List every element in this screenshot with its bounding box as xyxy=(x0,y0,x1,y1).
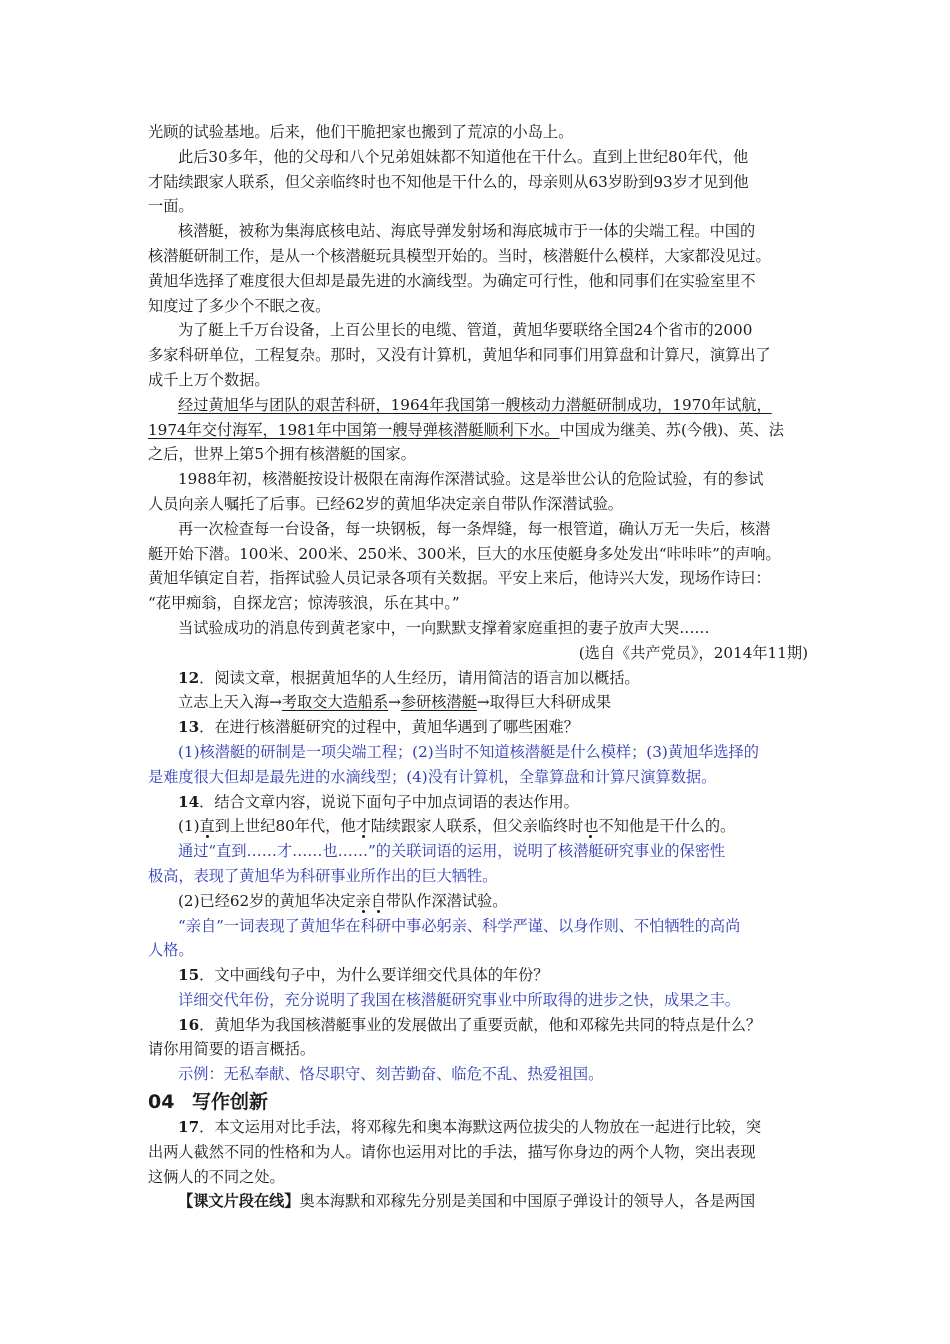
sentence-text: (2)已经62岁的黄旭华决定 xyxy=(178,891,356,910)
dotted-word: 自 xyxy=(370,891,386,910)
question-number: 13 xyxy=(178,718,200,737)
passage-line: 人员向亲人嘱托了后事。已经62岁的黄旭华决定亲自带队作深潜试验。 xyxy=(148,494,623,513)
passage-line: “花甲痴翁，自探龙宫；惊涛骇浪，乐在其中。” xyxy=(148,594,460,613)
sentence-text: 陆续跟家人联系，但父亲临终时 xyxy=(370,817,584,836)
section-number: 04 xyxy=(148,1091,175,1114)
passage-line: 知度过了多少个不眠之夜。 xyxy=(148,296,331,315)
passage-line: 核潜艇研制工作，是从一个核潜艇玩具模型开始的。当时，核潜艇什么模样，大家都没见过。 xyxy=(148,246,771,265)
underlined-sentence: 经过黄旭华与团队的艰苦科研，1964年我国第一艘核动力潜艇研制成功，1970年试航， xyxy=(178,395,772,414)
sentence-text: 不知他是干什么的。 xyxy=(598,817,736,836)
answer-blank: 参研核潜艇 xyxy=(400,693,477,712)
section-heading xyxy=(148,1089,808,1115)
question-text: ．黄旭华为我国核潜艇事业的发展做出了重要贡献，他和邓稼先共同的特点是什么？ xyxy=(199,1015,762,1034)
passage-line: 多家科研单位，工程复杂。那时，又没有计算机，黄旭华和同事们用算盘和计算尺，演算出了 xyxy=(148,346,771,365)
dotted-word: 直 xyxy=(199,817,215,836)
passage-line: 此后30多年，他的父母和八个兄弟姐妹都不知道他在干什么。直到上世纪80年代，他 xyxy=(178,147,749,166)
passage-line: 艇开始下潜。100米、200米、250米、300米，巨大的水压使艇身多处发出“咔咔咔”的声响。 xyxy=(148,544,781,563)
question-text: ．文中画线句子中，为什么要详细交代具体的年份？ xyxy=(199,966,549,985)
answer-text: → xyxy=(388,693,401,712)
document-page xyxy=(148,120,808,1214)
answer-12 xyxy=(148,690,808,715)
answer-blank: 考取交大造船系 xyxy=(281,693,389,712)
passage-line: 1988年初，核潜艇按设计极限在南海作深潜试验。这是举世公认的危险试验，有的参试 xyxy=(178,470,764,489)
passage-line: 核潜艇，被称为集海底核电站、海底导弹发射场和海底城市于一体的尖端工程。中国的 xyxy=(178,222,756,241)
question-number: 16 xyxy=(178,1015,200,1034)
question-17-cont: 出两人截然不同的性格和为人。请你也运用对比的手法，描写你身边的两个人物，突出表现 xyxy=(148,1142,756,1161)
question-15 xyxy=(148,963,808,988)
answer-14-1: 通过“直到……才……也……”的关联词语的运用，说明了核潜艇研究事业的保密性 xyxy=(178,842,726,861)
underlined-sentence: 1974年交付海军，1981年中国第一艘导弹核潜艇顺利下水。 xyxy=(148,420,560,439)
excerpt-tag: 【课文片段在线】 xyxy=(178,1192,300,1211)
passage-line: 当试验成功的消息传到黄老家中，一向默默支撑着家庭重担的妻子放声大哭…… xyxy=(178,618,710,637)
dotted-word: 亲 xyxy=(355,891,371,910)
passage-line: 黄旭华选择了难度很大但却是最先进的水滴线型。为确定可行性，他和同事们在实验室里不 xyxy=(148,271,756,290)
excerpt-line xyxy=(148,1189,808,1214)
question-number: 12 xyxy=(178,668,200,687)
question-14-sentence-1 xyxy=(148,814,808,839)
passage-line: 为了艇上千万台设备，上百公里长的电缆、管道，黄旭华要联络全国24个省市的2000 xyxy=(178,321,753,340)
question-14-sentence-2 xyxy=(148,889,808,914)
question-16-cont: 请你用简要的语言概括。 xyxy=(148,1040,316,1059)
question-16 xyxy=(148,1013,808,1038)
question-text: ．结合文章内容，说说下面句子中加点词语的表达作用。 xyxy=(199,792,579,811)
passage-line xyxy=(148,418,808,443)
question-17 xyxy=(148,1115,808,1140)
question-text: ．阅读文章，根据黄旭华的人生经历，请用简洁的语言加以概括。 xyxy=(199,668,640,687)
question-number: 17 xyxy=(178,1118,200,1137)
section-title: 写作创新 xyxy=(192,1091,269,1114)
passage-line: 黄旭华镇定自若，指挥试验人员记录各项有关数据。平安上来后，他诗兴大发，现场作诗曰： xyxy=(148,569,771,588)
source-citation: (选自《共产党员》，2014年11期) xyxy=(578,643,808,662)
passage-line xyxy=(148,393,808,418)
question-number: 14 xyxy=(178,792,200,811)
dotted-word: 才 xyxy=(355,817,371,836)
passage-line: 成千上万个数据。 xyxy=(148,370,270,389)
question-text: ．在进行核潜艇研究的过程中，黄旭华遇到了哪些困难？ xyxy=(199,718,579,737)
passage-line: 光顾的试验基地。后来，他们干脆把家也搬到了荒凉的小岛上。 xyxy=(148,123,574,141)
sentence-text: (1) xyxy=(178,817,200,836)
passage-text: 中国成为继美、苏(今俄)、英、法 xyxy=(559,420,784,439)
answer-text: 立志上天入海→ xyxy=(178,693,282,712)
question-13 xyxy=(148,715,808,740)
passage-line: 一面。 xyxy=(148,197,194,216)
sentence-text: 到上世纪80年代，他 xyxy=(214,817,356,836)
answer-text: →取得巨大科研成果 xyxy=(476,693,612,712)
answer-13: 是难度很大但却是最先进的水滴线型；(4)没有计算机，全靠算盘和计算尺演算数据。 xyxy=(148,767,717,786)
question-text: ．本文运用对比手法，将邓稼先和奥本海默这两位拔尖的人物放在一起进行比较，突 xyxy=(199,1118,762,1137)
dotted-word: 也 xyxy=(583,817,599,836)
answer-16: 示例：无私奉献、恪尽职守、刻苦勤奋、临危不乱、热爱祖国。 xyxy=(178,1065,604,1084)
passage-line: 再一次检查每一台设备，每一块钢板，每一条焊缝，每一根管道，确认万无一失后，核潜 xyxy=(178,519,771,538)
sentence-text: 带队作深潜试验。 xyxy=(385,891,508,910)
passage-line: 才陆续跟家人联系，但父亲临终时也不知他是干什么的，母亲则从63岁盼到93岁才见到他 xyxy=(148,172,749,191)
answer-14-1: 极高，表现了黄旭华为科研事业所作出的巨大牺牲。 xyxy=(148,866,498,885)
question-12 xyxy=(148,666,808,691)
answer-14-2: 人格。 xyxy=(148,941,194,960)
answer-14-2: “亲自”一词表现了黄旭华在科研中事必躬亲、科学严谨、以身作则、不怕牺牲的高尚 xyxy=(178,916,741,935)
question-number: 15 xyxy=(178,966,200,985)
answer-15: 详细交代年份，充分说明了我国在核潜艇研究事业中所取得的进步之快，成果之丰。 xyxy=(178,990,740,1009)
question-14 xyxy=(148,790,808,815)
passage-line: 之后，世界上第5个拥有核潜艇的国家。 xyxy=(148,445,416,464)
answer-13: (1)核潜艇的研制是一项尖端工程；(2)当时不知道核潜艇是什么模样；(3)黄旭华选择的 xyxy=(178,742,759,761)
excerpt-text: 奥本海默和邓稼先分别是美国和中国原子弹设计的领导人，各是两国 xyxy=(299,1192,756,1211)
question-17-cont: 这俩人的不同之处。 xyxy=(148,1167,285,1186)
